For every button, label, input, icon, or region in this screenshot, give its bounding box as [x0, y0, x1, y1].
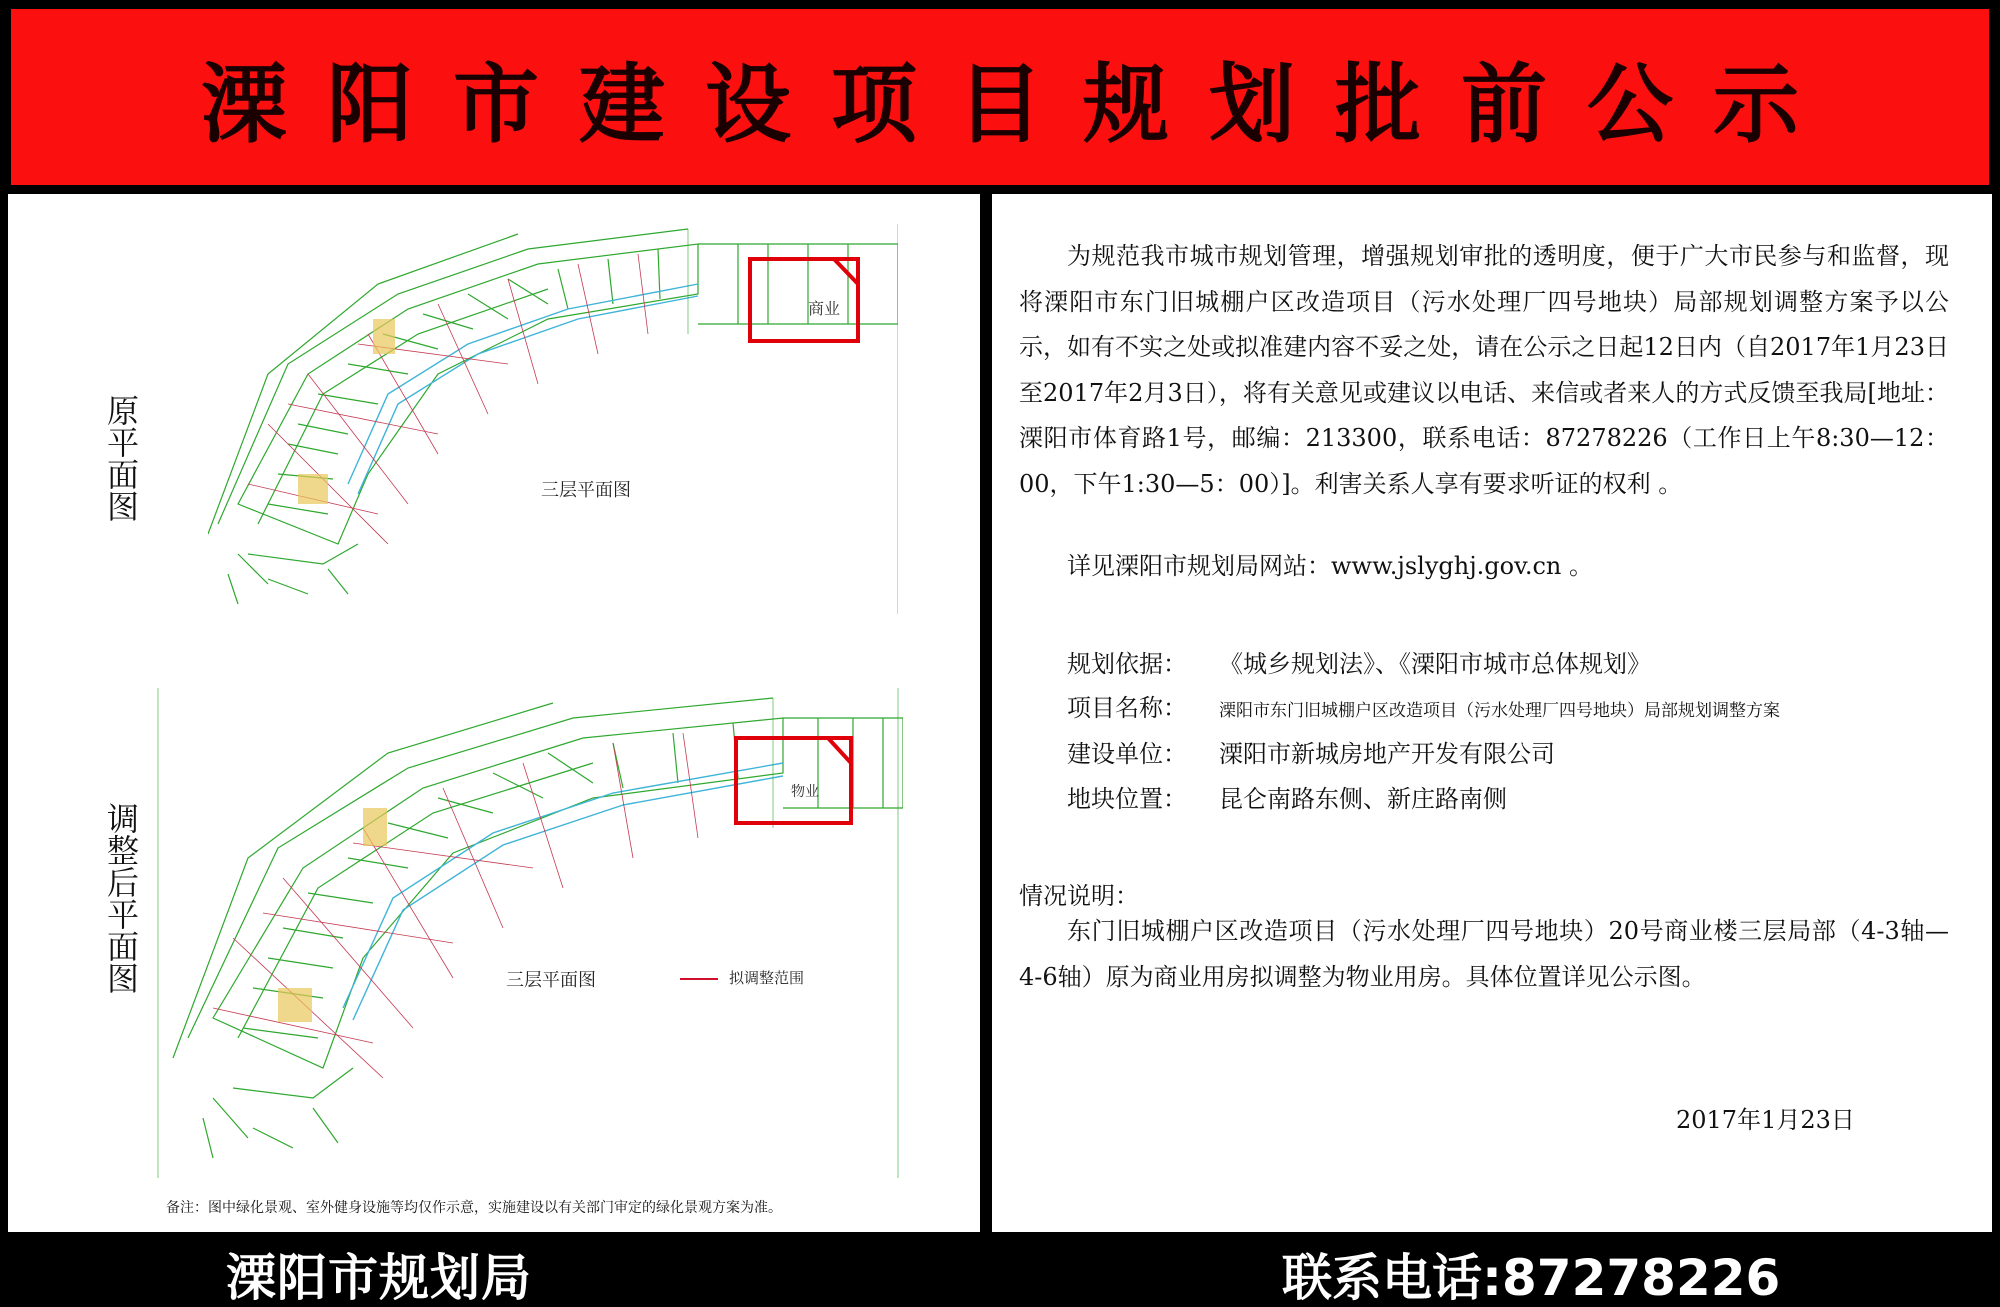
- adjusted-plan-caption: 三层平面图: [506, 970, 596, 991]
- notice-date: 2017年1月23日: [1676, 1106, 1855, 1134]
- location-row: [1067, 779, 1507, 814]
- intro-text: 为规范我市城市规划管理，增强规划审批的透明度，便于广大市民参与和监督，现将溧阳市东门旧城棚户区改造项目（污水处理厂四号地块）局部规划调整方案予以公示，如有不实之处或拟准建内容不妥之处，请在公示之日起12日内（自2017年1月23日至2017年2月3日），将有关意见或建议以电话、来信或者来人的方式反馈至我局[地址：溧阳市体育路1号，邮编：213300，联系电话：87278226（工作日上午8:30—12：00，下午1:30—5：00）]。利害关系人享有要求听证的权利 。: [1019, 242, 1949, 498]
- basis-row: [1067, 644, 1651, 679]
- original-plan-label: 原平面图: [102, 394, 140, 522]
- original-floor-plan: [208, 224, 898, 614]
- footer-bureau: 溧阳市规划局: [226, 1249, 532, 1307]
- project-value: 溧阳市东门旧城棚户区改造项目（污水处理厂四号地块）局部规划调整方案: [1219, 701, 1780, 721]
- intro-paragraph: [1019, 234, 1949, 507]
- situation-text: 东门旧城棚户区改造项目（污水处理厂四号地块）20号商业楼三层局部（4-3轴—4-6轴）原为商业用房拟调整为物业用房。具体位置详见公示图。: [1019, 917, 1949, 991]
- title-banner: [8, 6, 1992, 188]
- legend-label: 拟调整范围: [729, 969, 805, 987]
- project-row: [1067, 688, 1780, 723]
- original-plan-caption: 三层平面图: [541, 480, 631, 501]
- adjusted-plan-label: 调整后平面图: [102, 802, 140, 994]
- landscape-note: 备注：图中绿化景观、室外健身设施等均仅作示意，实施建设以有关部门审定的绿化景观方案为准。: [166, 1200, 782, 1216]
- builder-value: 溧阳市新城房地产开发有限公司: [1219, 740, 1555, 768]
- footer-phone: 联系电话:87278226: [1282, 1249, 1781, 1307]
- adjusted-floor-plan: [153, 688, 903, 1178]
- location-key: 地块位置：: [1067, 785, 1187, 813]
- legend-line: [680, 978, 718, 980]
- basis-key: 规划依据：: [1067, 650, 1187, 678]
- plans-panel: [8, 194, 980, 1232]
- website-line: 详见溧阳市规划局网站：www.jslyghj.gov.cn 。: [1067, 552, 1593, 580]
- adjusted-highlight-label: 物业: [791, 784, 819, 800]
- builder-row: [1067, 734, 1555, 769]
- notice-panel: [992, 194, 1992, 1232]
- original-highlight-label: 商业: [808, 299, 841, 318]
- situation-title: 情况说明：: [1019, 882, 1139, 910]
- situation-paragraph: [1019, 909, 1949, 1000]
- builder-key: 建设单位：: [1067, 740, 1187, 768]
- project-key: 项目名称：: [1067, 694, 1187, 722]
- location-value: 昆仑南路东侧、新庄路南侧: [1219, 785, 1507, 813]
- banner-title: 溧阳市建设项目规划批前公示: [201, 55, 1839, 155]
- basis-value: 《城乡规划法》、《溧阳市城市总体规划》: [1219, 650, 1651, 678]
